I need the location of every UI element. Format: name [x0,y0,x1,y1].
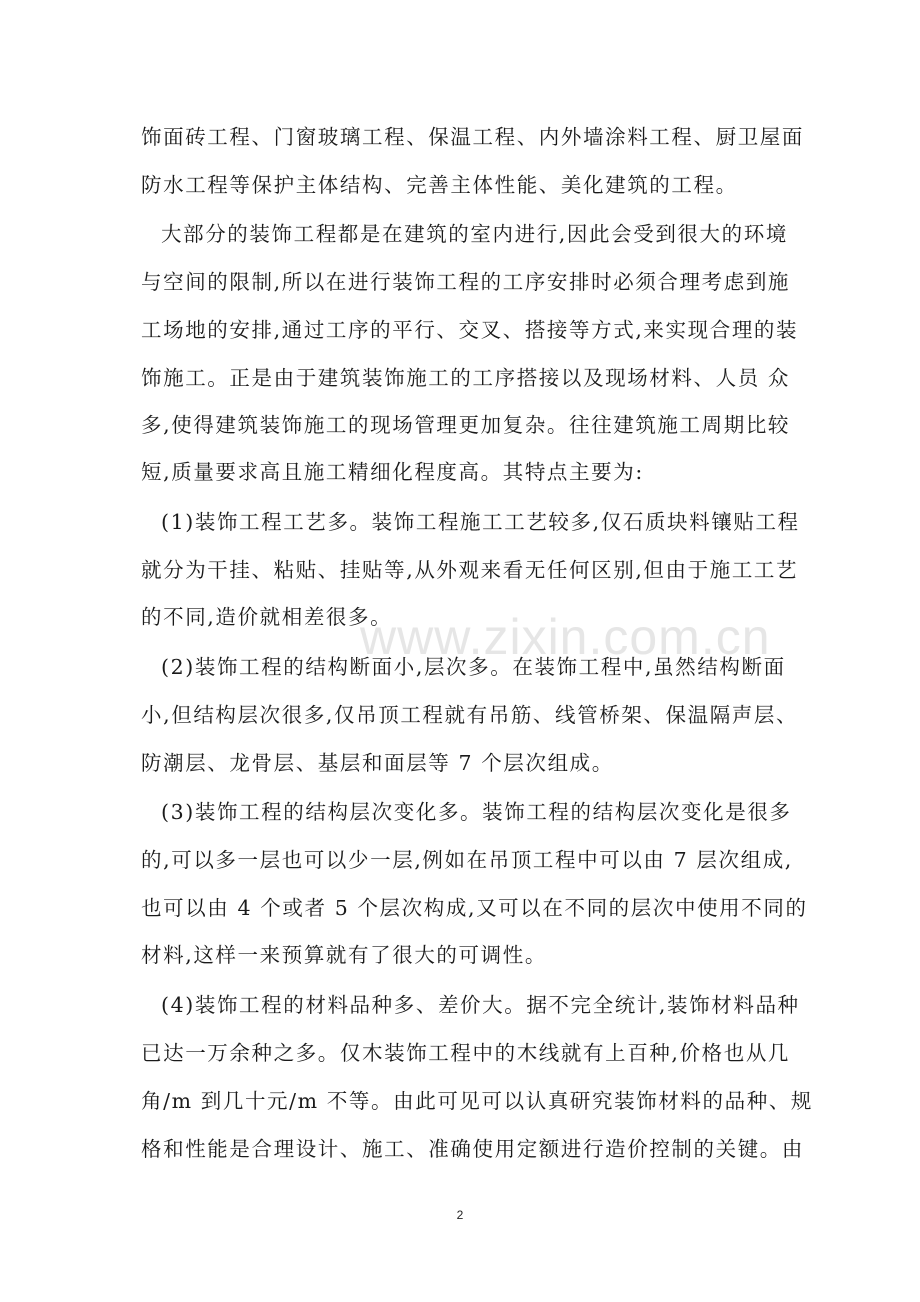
text-line: 饰施工。正是由于建筑装饰施工的工序搭接以及现场材料、人员 众 [141,366,791,390]
text-line: (2)装饰工程的结构断面小,层次多。在装饰工程中,虽然结构断面 [161,655,786,679]
text-line: (4)装饰工程的材料品种多、差价大。据不完全统计,装饰材料品种 [161,993,800,1017]
text-line: (1)装饰工程工艺多。装饰工程施工工艺较多,仅石质块料镶贴工程 [161,510,800,534]
text-line: 也可以由 4 个或者 5 个层次构成,又可以在不同的层次中使用不同的 [141,896,808,920]
text-line: (3)装饰工程的结构层次变化多。装饰工程的结构层次变化是很多 [161,800,792,824]
watermark: www.zixin.com.cn [360,609,771,665]
text-line: 材料,这样一来预算就有了很大的可调性。 [141,943,547,967]
text-line: 的不同,造价就相差很多。 [141,605,393,629]
text-line: 角/m 到几十元/m 不等。由此可见可以认真研究装饰材料的品种、规 [141,1089,814,1113]
text-line: 就分为干挂、粘贴、挂贴等,从外观来看无任何区别,但由于施工工艺 [141,558,799,582]
text-line: 饰面砖工程、门窗玻璃工程、保温工程、内外墙涂料工程、厨卫屋面 [141,125,804,149]
text-line: 短,质量要求高且施工精细化程度高。其特点主要为: [141,460,644,484]
text-line: 与空间的限制,所以在进行装饰工程的工序安排时必须合理考虑到施 [141,270,791,294]
text-line: 大部分的装饰工程都是在建筑的室内进行,因此会受到很大的环境 [161,222,788,246]
page-number: 2 [456,1208,464,1222]
text-line: 防潮层、龙骨层、基层和面层等 7 个层次组成。 [141,751,614,775]
text-line: 工场地的安排,通过工序的平行、交叉、搭接等方式,来实现合理的装 [141,318,799,342]
text-line: 防水工程等保护主体结构、完善主体性能、美化建筑的工程。 [141,173,738,197]
text-line: 小,但结构层次很多,仅吊顶工程就有吊筋、线管桥架、保温隔声层、 [141,703,799,727]
text-line: 已达一万余种之多。仅木装饰工程中的木线就有上百种,价格也从几 [141,1041,791,1065]
text-line: 多,使得建筑装饰施工的现场管理更加复杂。往往建筑施工周期比较 [141,413,791,437]
text-line: 格和性能是合理设计、施工、准确使用定额进行造价控制的关键。由 [141,1137,804,1161]
text-line: 的,可以多一层也可以少一层,例如在吊顶工程中可以由 7 层次组成, [141,848,793,872]
